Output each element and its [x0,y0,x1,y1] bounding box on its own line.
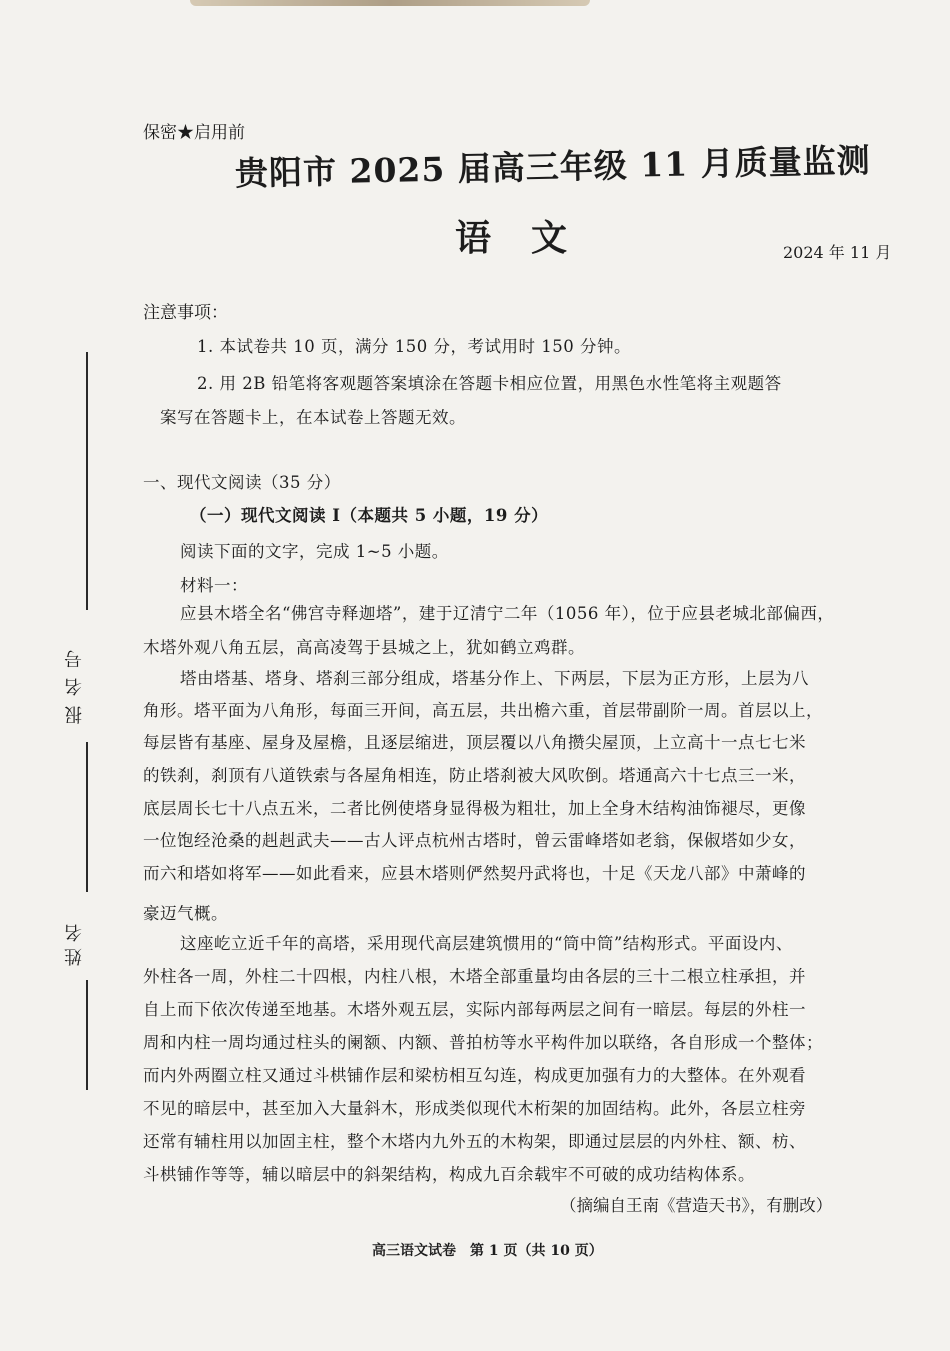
passage-line: 每层皆有基座、屋身及屋檐，且逐层缩进，顶层覆以八角攒尖屋顶，上立高十一点七七米 [143,733,806,752]
confidential-mark: 保密★启用前 [143,123,245,143]
passage-line: 豪迈气概。 [143,904,228,923]
notice-item-1: 1. 本试卷共 10 页，满分 150 分，考试用时 150 分钟。 [197,337,631,356]
passage-line: 外柱各一周，外柱二十四根，内柱八根，木塔全部重量均由各层的三十二根立柱承担，并 [143,967,806,986]
passage-line: 还常有辅柱用以加固主柱，整个木塔内九外五的木构架，即通过层层的内外柱、额、枋、 [143,1132,806,1151]
page-footer: 高三语文试卷 第 1 页（共 10 页） [372,1243,603,1259]
passage-line: 一位饱经沧桑的赳赳武夫——古人评点杭州古塔时，曾云雷峰塔如老翁，保俶塔如少女， [143,831,806,850]
passage-line: 塔由塔基、塔身、塔刹三部分组成，塔基分作上、下两层，下层为正方形，上层为八 [180,669,809,688]
notice-item-2: 2. 用 2B 铅笔将客观题答案填涂在答题卡相应位置，用黑色水性笔将主观题答 [197,374,782,393]
material-label: 材料一： [180,576,248,595]
passage-line: 而内外两圈立柱又通过斗栱铺作层和梁枋相互勾连，构成更加强有力的大整体。在外观看 [143,1066,806,1085]
binding-line-middle [86,742,88,892]
top-binding-edge [190,0,590,6]
passage-line: 周和内柱一周均通过柱头的阑额、内额、普拍枋等水平构件加以联络，各自形成一个整体； [143,1033,823,1052]
passage-line: 的铁刹，刹顶有八道铁索与各屋角相连，防止塔刹被大风吹倒。塔通高六十七点三一米， [143,766,806,785]
passage-source: （摘编自王南《营造天书》，有删改） [560,1196,833,1215]
passage-line: 而六和塔如将军——如此看来，应县木塔则俨然契丹武将也，十足《天龙八部》中萧峰的 [143,864,806,883]
registration-number-label: 报名号 [64,640,85,724]
binding-line-bottom [86,980,88,1090]
exam-date: 2024 年 11 月 [783,243,892,262]
notice-item-2-continued: 案写在答题卡上，在本试卷上答题无效。 [160,408,466,427]
passage-line: 斗栱铺作等等，辅以暗层中的斜架结构，构成九百余载牢不可破的成功结构体系。 [143,1165,755,1184]
passage-line: 木塔外观八角五层，高高凌驾于县城之上，犹如鹤立鸡群。 [143,638,585,657]
notice-title: 注意事项： [143,303,228,323]
passage-line: 自上而下依次传递至地基。木塔外观五层，实际内部每两层之间有一暗层。每层的外柱一 [143,1000,806,1019]
section-heading: 一、现代文阅读（35 分） [143,473,341,492]
subsection-heading: （一）现代文阅读 I（本题共 5 小题，19 分） [190,506,549,525]
reading-instruction: 阅读下面的文字，完成 1~5 小题。 [180,542,449,561]
passage-line: 应县木塔全名“佛宫寺释迦塔”，建于辽清宁二年（1056 年），位于应县老城北部偏西， [180,604,835,623]
subject-title: 语文 [455,217,608,259]
passage-line: 底层周长七十八点五米，二者比例使塔身显得极为粗壮，加上全身木结构油饰褪尽，更像 [143,799,806,818]
binding-line-top [86,352,88,610]
passage-line: 不见的暗层中，甚至加入大量斜木，形成类似现代木桁架的加固结构。此外，各层立柱旁 [143,1099,806,1118]
name-label: 姓名 [64,918,85,966]
exam-title: 贵阳市 2025 届高三年级 11 月质量监测 [234,140,872,193]
passage-line: 这座屹立近千年的高塔，采用现代高层建筑惯用的“筒中筒”结构形式。平面设内、 [180,934,793,953]
passage-line: 角形。塔平面为八角形，每面三开间，高五层，共出檐六重，首层带副阶一周。首层以上， [143,701,823,720]
